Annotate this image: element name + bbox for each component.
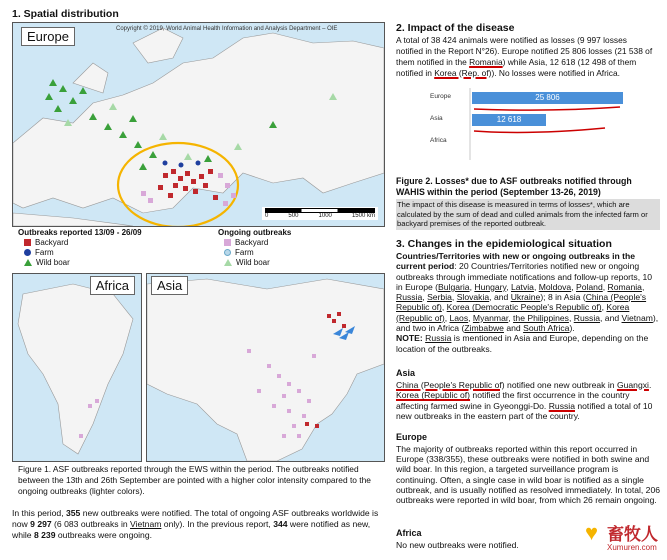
wild-boar-light-triangle-icon — [224, 259, 232, 266]
new-count: 355 — [65, 508, 81, 518]
section3-title: 3. Changes in the epidemiological situation — [396, 238, 612, 250]
asia-subsection-title: Asia — [396, 368, 416, 378]
backyard-square-icon — [24, 239, 31, 246]
scale-tick: 1000 — [318, 213, 332, 219]
chart-bar: 12 618 — [472, 114, 546, 126]
country-link[interactable]: China (People's Republic of) — [396, 292, 647, 313]
country-link[interactable]: Korea (Republic of) — [396, 302, 630, 323]
europe-map-scale — [262, 207, 378, 220]
scale-tick: 0 — [265, 213, 269, 219]
asia-map-label: Asia — [151, 276, 188, 295]
country-link[interactable]: Latvia — [511, 281, 534, 292]
watermark-logo — [585, 518, 665, 558]
note-russia-link[interactable]: Russia — [425, 333, 452, 344]
figure2-note: The impact of this disease is measured in terms of losses*, which are calculated by the sum of dead and culled animals from the infected farm or backyard premises of the reported outbreak. — [396, 199, 660, 230]
africa-subsection-text: No new outbreaks were notified. — [396, 540, 519, 550]
legend-item: Backyard — [35, 238, 69, 247]
watermark-sub: Xumuren.com — [607, 543, 657, 552]
section2-title: 2. Impact of the disease — [396, 22, 515, 34]
section2-text: A total of 38 424 animals were notified as losses (9 997 losses notified in the Report N°26). Europe notified 25 806 losses (21 538 of them notified in the Romania) while Asia, 12 618 (12 498 of them notified in Korea (Rep. of)). No losses were notified in Africa. — [396, 35, 653, 78]
europe-map — [12, 22, 385, 227]
vietnam-link[interactable]: Vietnam — [130, 518, 162, 529]
map-copyright: Copyright © 2019, World Animal Health Information and Analysis Department – OIE — [116, 26, 338, 32]
africa-map-label: Africa — [90, 276, 135, 295]
europe-map-graphic — [13, 23, 384, 226]
country-link[interactable]: Bulgaria — [438, 281, 470, 292]
country-link[interactable]: Laos — [449, 312, 469, 323]
chart-category-label: Europe — [430, 93, 451, 100]
chart-category-label: Africa — [430, 137, 447, 144]
legend-item: Wild boar — [36, 258, 70, 267]
figure2-caption: Figure 2. Losses* due to ASF outbreaks notified through WAHIS within the period (September 13-26, 2019) — [396, 176, 632, 197]
farm-light-circle-icon — [224, 249, 231, 256]
legend-item: Farm — [235, 248, 254, 257]
country-link[interactable]: Russia — [573, 312, 601, 323]
country-link[interactable]: Moldova — [538, 281, 572, 292]
korea-rep-link[interactable]: Korea (Rep. of) — [434, 67, 492, 78]
watermark-heart-icon: ♥ — [585, 520, 599, 545]
backyard-light-square-icon — [224, 239, 231, 246]
asia-map — [146, 273, 385, 462]
country-link[interactable]: Ukraine — [510, 292, 541, 303]
legend-ongoing-title: Ongoing outbreaks — [218, 228, 292, 237]
country-link[interactable]: Poland — [575, 281, 603, 292]
chart-bar: 25 806 — [472, 92, 623, 104]
legend-item: Farm — [35, 248, 54, 257]
country-link[interactable]: South Africa — [523, 323, 570, 334]
africa-subsection-title: Africa — [396, 528, 422, 538]
total-count: 9 297 — [30, 518, 52, 529]
wild-boar-triangle-icon — [24, 259, 32, 266]
asia-map-graphic — [147, 274, 384, 461]
europe-map-label: Europe — [21, 27, 75, 46]
note-label: NOTE: — [396, 333, 423, 344]
section3-subtitle: Countries/Territories with new or ongoing outbreaks in the current period — [396, 251, 636, 272]
ongoing-count: 8 239 — [33, 529, 56, 540]
scale-tick: 1500 km — [351, 213, 375, 219]
legend-recent-title: Outbreaks reported 13/09 - 26/09 — [18, 228, 142, 237]
legend-item: Wild boar — [236, 258, 270, 267]
country-link[interactable]: the Philippines — [513, 312, 569, 323]
chart-category-label: Asia — [430, 115, 443, 122]
country-link[interactable]: Hungary — [474, 281, 507, 292]
red-annotation-marks — [430, 86, 662, 166]
summary-paragraph: In this period, 355 new outbreaks were notified. The total of ongoing ASF outbreaks worldwide is now 9 297 (6 083 outbreaks in Vietnam only). In the previous report, 344 were notified as new, while 8 239 outbreaks were ongoing. — [12, 508, 379, 540]
figure1-caption: Figure 1. ASF outbreaks reported through the EWS within the period. The outbreaks notified between the 13th and 26th September are pointed with a higher color intensity compared to the ongoing outbreaks (lighter colors). — [18, 464, 371, 496]
farm-circle-icon — [24, 249, 31, 256]
country-link[interactable]: Zimbabwe — [464, 323, 504, 334]
country-link[interactable]: Vietnam — [621, 312, 653, 323]
europe-subsection-title: Europe — [396, 432, 428, 442]
korea-link[interactable]: Korea (Republic of) — [396, 390, 471, 401]
country-link[interactable]: Serbia — [427, 292, 452, 303]
watermark-text: 畜牧人 — [607, 525, 658, 545]
china-link[interactable]: China (People's Republic of) — [396, 380, 505, 390]
country-link[interactable]: Slovakia — [456, 292, 490, 303]
section3-countries-paragraph: Countries/Territories with new or ongoing outbreaks in the current period: 20 Countries/Territories notified new or ongoing outbreaks through immediate notifications and follow-up reports, 10 in Europe (Bulgaria, Hungary, Latvia, Moldova, Poland, Romania, Russia, Serbia, Slovakia, and Ukraine); 8 in Asia (China (People's Republic of), Korea (Democratic People's Republic of), Korea (Republic of), Laos, Myanmar, the Philippines, Russia, and Vietnam), and two in Africa (Zimbabwe and South Africa). NOTE: Russia is mentioned in Asia and Europe, depending on the location of the outbreaks. — [396, 251, 659, 354]
prev-count: 344 — [273, 518, 288, 529]
africa-map — [12, 273, 142, 462]
section1-title: 1. Spatial distribution — [12, 8, 119, 20]
guangxi-link[interactable]: Guangxi — [616, 380, 649, 390]
russia-link[interactable]: Russia — [548, 400, 575, 411]
legend-item: Backyard — [235, 238, 269, 247]
country-link[interactable]: Romania — [607, 281, 642, 292]
losses-chart — [430, 86, 662, 166]
country-link[interactable]: Korea (Democratic People's Republic of) — [446, 302, 602, 313]
europe-subsection-text: The majority of outbreaks reported within this report occurred in Europe (338/355), these outbreaks were notified in both swine and wild boar. In this region, a targeted surveillance program is continuing. Often, a single case in wild boar is notified as a single outbreak, and is usually notified as resolved immediately. In total, 206 outbreaks were reported in wild boar, from which 26 remain ongoing. — [396, 444, 661, 506]
scale-tick: 500 — [288, 213, 299, 219]
country-link[interactable]: Russia — [396, 292, 423, 303]
romania-link[interactable]: Romania — [469, 56, 503, 67]
asia-subsection-text: China (People's Republic of) notified one new outbreak in Guangxi. Korea (Republic of) notified the first occurrence in the country affecting farmed swine in Gyeonggi-Do. Russia notified a total of 10 new outbreaks in the eastern part of the country. — [396, 380, 653, 422]
africa-map-graphic — [13, 274, 141, 461]
country-link[interactable]: Myanmar — [472, 312, 509, 323]
